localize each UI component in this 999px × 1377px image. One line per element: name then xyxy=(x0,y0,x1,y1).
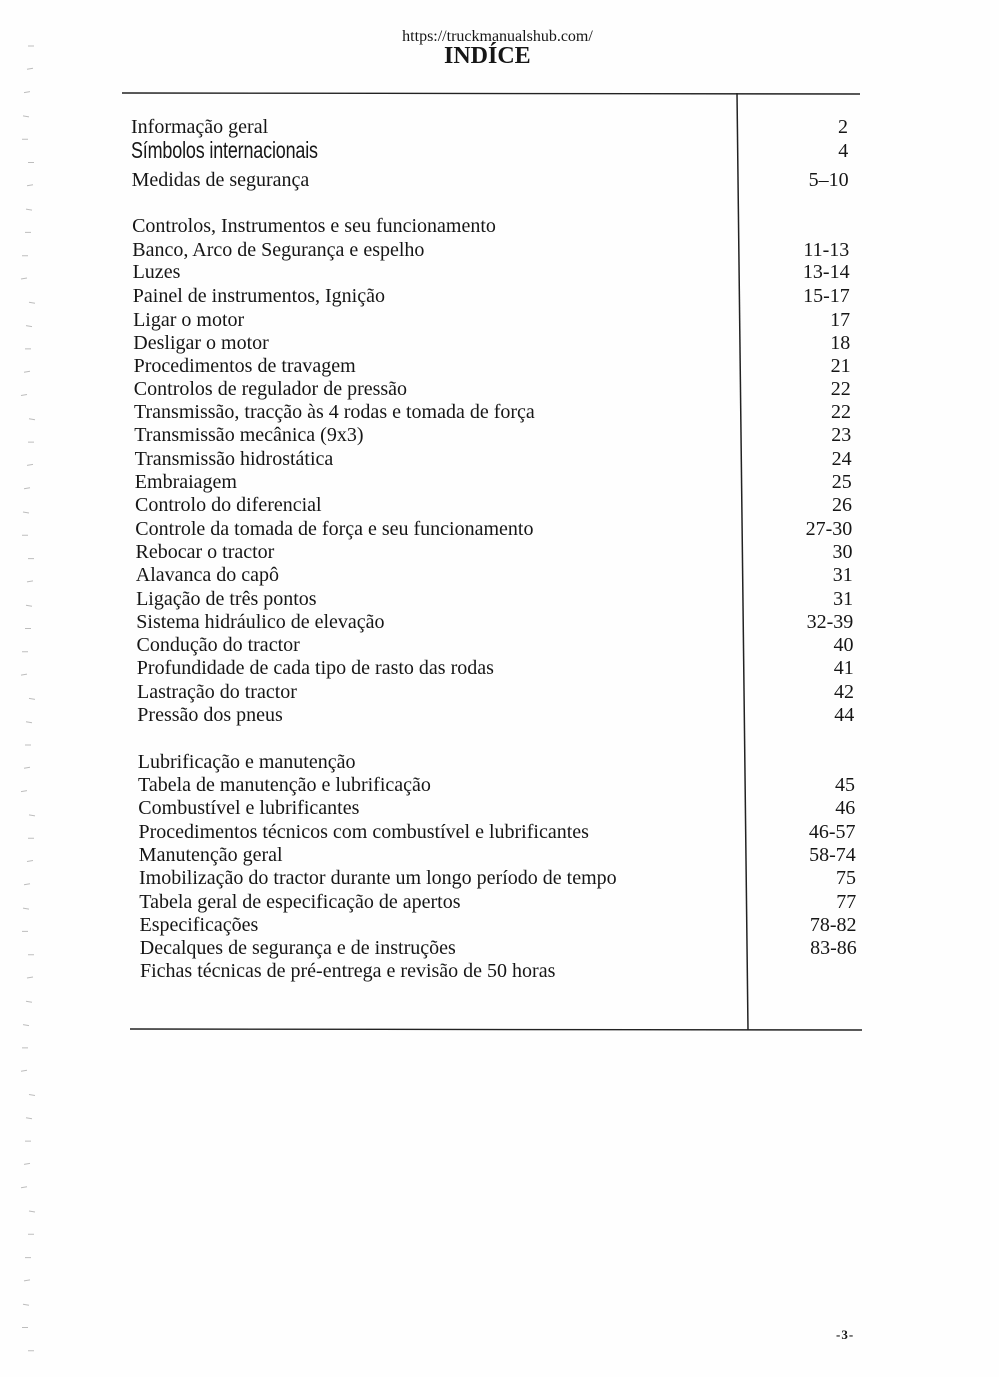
toc-entry-title: Pressão dos pneus xyxy=(137,704,283,726)
toc-entry-title: Decalques de segurança e de instruções xyxy=(139,937,456,959)
toc-entry xyxy=(0,890,999,914)
toc-entry-title: Imobilização do tractor durante um longo período de tempo xyxy=(139,867,617,889)
toc-entry-page: 83-86 xyxy=(810,937,857,959)
toc-entry-page: 18 xyxy=(830,332,851,354)
toc-entry xyxy=(0,354,999,378)
toc-entry-page: 31 xyxy=(833,588,854,610)
toc-entry-title: Procedimentos de travagem xyxy=(133,355,356,377)
toc-entry-title: Transmissão mecânica (9x3) xyxy=(134,424,364,446)
toc-entry-title: Ligação de três pontos xyxy=(136,588,317,610)
toc-entry-page: 5–10 xyxy=(808,169,849,191)
toc-entry-title: Tabela de manutenção e lubrificação xyxy=(138,774,431,796)
top-rule xyxy=(122,93,860,94)
toc-entry-page: 21 xyxy=(830,355,851,377)
toc-entry-page: 25 xyxy=(831,471,852,493)
toc-entry-title: Ligar o motor xyxy=(133,309,245,331)
toc-entry xyxy=(0,470,999,494)
toc-entry-page: 41 xyxy=(833,657,854,679)
toc-entry xyxy=(0,238,999,262)
toc-entry-page: 78-82 xyxy=(809,914,857,936)
toc-entry-page: 22 xyxy=(831,401,851,423)
toc-entry-page: 45 xyxy=(835,774,855,796)
toc-entry-title: Luzes xyxy=(132,261,181,283)
toc-entry-title: Informação geral xyxy=(131,116,269,138)
toc-entry-page: 22 xyxy=(830,378,851,400)
toc-entry-title: Símbolos internacionais xyxy=(131,137,319,163)
toc-entry-page: 11-13 xyxy=(803,239,850,261)
toc-entry-page: 44 xyxy=(834,704,855,726)
toc-entry xyxy=(0,493,999,517)
toc-entry-page: 58-74 xyxy=(809,844,856,866)
toc-entry xyxy=(0,820,999,844)
toc-section-heading: Lubrificação e manutenção xyxy=(137,751,356,773)
toc-section-heading: Controlos, Instrumentos e seu funcionamento xyxy=(132,215,496,237)
toc-entry-title: Procedimentos técnicos com combustível e lubrificantes xyxy=(138,821,589,843)
page-number: -3- xyxy=(836,1327,855,1342)
bottom-rule xyxy=(130,1029,862,1030)
toc-entry xyxy=(0,331,999,355)
toc-entry xyxy=(0,587,999,611)
toc-entry-title: Especificações xyxy=(139,914,259,936)
toc-entry xyxy=(0,656,999,680)
toc-entry xyxy=(0,115,999,139)
toc-entry-title: Sistema hidráulico de elevação xyxy=(136,611,385,633)
toc-entry xyxy=(0,703,999,727)
toc-entry-title: Rebocar o tractor xyxy=(135,541,275,563)
toc-entry-page: 32-39 xyxy=(806,611,854,633)
toc-entry-page: 27-30 xyxy=(805,518,853,540)
toc-entry-page: 46 xyxy=(835,797,856,819)
toc-entry-title: Banco, Arco de Segurança e espelho xyxy=(132,239,425,261)
toc-entry xyxy=(0,936,999,960)
toc-entry-title: Profundidade de cada tipo de rasto das rodas xyxy=(136,657,494,679)
toc-entry xyxy=(0,377,999,401)
toc-entry-page: 13-14 xyxy=(802,261,850,283)
toc-entry xyxy=(0,260,999,284)
toc-entry xyxy=(0,610,999,634)
toc-entry-title: Combustível e lubrificantes xyxy=(138,797,360,819)
toc-entry-page: 15-17 xyxy=(803,285,850,307)
toc-entry-title: Lastração do tractor xyxy=(137,681,297,703)
toc-entry xyxy=(0,866,999,890)
toc-entry-page: 23 xyxy=(831,424,852,446)
toc-entry-page: 24 xyxy=(831,448,852,470)
toc-entry-title: Medidas de segurança xyxy=(131,169,310,191)
toc-entry-title: Fichas técnicas de pré-entrega e revisão de 50 horas xyxy=(140,960,556,982)
toc-entry-page: 26 xyxy=(832,494,852,516)
toc-entry-page: 4 xyxy=(838,140,849,162)
toc-entry xyxy=(0,680,999,704)
toc-entry xyxy=(0,959,999,983)
toc-entry xyxy=(0,168,999,192)
toc-entry-title: Embraiagem xyxy=(134,471,237,493)
toc-entry xyxy=(0,633,999,657)
toc-entry-title: Condução do tractor xyxy=(136,634,300,656)
toc-entry-title: Transmissão, tracção às 4 rodas e tomada de força xyxy=(134,401,535,423)
toc-entry xyxy=(0,796,999,820)
toc-entry-page: 2 xyxy=(838,116,848,138)
toc-entry-title: Transmissão hidrostática xyxy=(134,448,334,470)
toc-entry-title: Controle da tomada de força e seu funcionamento xyxy=(135,518,534,540)
toc-entry-title: Alavanca do capô xyxy=(135,564,280,586)
toc-entry xyxy=(0,540,999,564)
toc-entry-page: 77 xyxy=(836,891,857,913)
toc-entry-page: 42 xyxy=(834,681,854,703)
toc-entry xyxy=(0,517,999,541)
toc-entry xyxy=(0,284,999,308)
source-url: https://truckmanualshub.com/ xyxy=(402,28,593,45)
toc-entry-title: Painel de instrumentos, Ignição xyxy=(132,285,385,307)
toc-entry-page: 17 xyxy=(830,309,851,331)
page-title: INDÍCE xyxy=(444,43,531,69)
toc-entry-title: Controlos de regulador de pressão xyxy=(133,378,408,400)
toc-entry xyxy=(0,563,999,587)
toc-entry xyxy=(0,308,999,332)
toc-entry-page: 40 xyxy=(833,634,854,656)
toc-entry-page: 46-57 xyxy=(808,821,856,843)
toc-entry xyxy=(0,913,999,937)
toc-entry-page: 31 xyxy=(832,564,853,586)
toc-entry xyxy=(0,423,999,447)
toc-entry xyxy=(0,400,999,424)
toc-entry-page: 75 xyxy=(836,867,856,889)
toc-entry-page: 30 xyxy=(832,541,853,563)
toc-entry xyxy=(0,447,999,471)
toc-entry-title: Manutenção geral xyxy=(138,844,283,866)
toc-entry xyxy=(0,139,999,163)
toc-entry-title: Desligar o motor xyxy=(133,332,269,354)
toc-entry xyxy=(0,843,999,867)
toc-entry-title: Controlo do diferencial xyxy=(135,494,322,516)
toc-entry xyxy=(0,773,999,797)
toc-entry-title: Tabela geral de especificação de apertos xyxy=(139,891,461,913)
